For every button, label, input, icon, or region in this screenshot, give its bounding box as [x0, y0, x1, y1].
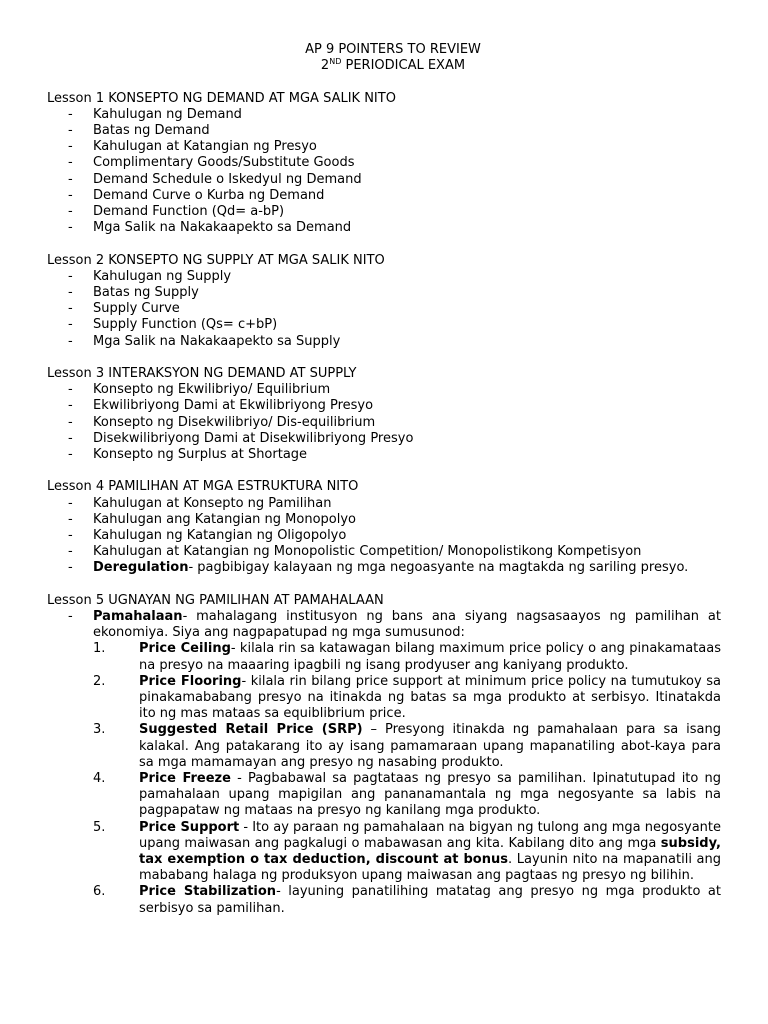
list-item [47, 415, 721, 431]
document-title: AP 9 POINTERS TO REVIEW [305, 42, 481, 57]
lesson-2 [47, 253, 721, 350]
list-item-text: Kahulugan ng Katangian ng Oligopolyo [93, 528, 347, 544]
list-item [47, 123, 721, 139]
dash-bullet: - [68, 155, 73, 171]
pamahalaan-definition: - mahalagang institusyon ng bans ana siyang nagsasaayos ng pamilihan at ekonomiya. Siya ang nagpapatupad ng mga sumusunod: [93, 609, 721, 641]
policy-term: Price Freeze [139, 771, 231, 787]
policy-definition: – Presyong itinakda ng pamahalaan para sa isang kalakal. Ang patakarang ito ay isang pamamaraan upang mapanatiling abot-kaya para sa mga mamamayan ang presyo ng nasabing produkto. [139, 722, 721, 770]
list-item-text: Complimentary Goods/Substitute Goods [93, 155, 355, 171]
lesson-1-heading: Lesson 1 KONSEPTO NG DEMAND AT MGA SALIK NITO [47, 90, 396, 106]
list-item-text: Kahulugan ng Demand [93, 106, 242, 122]
list-item-text: Kahulugan ang Katangian ng Monopolyo [93, 511, 356, 527]
item-number: 3. [93, 722, 106, 738]
list-item [47, 269, 721, 285]
item-number: 5. [93, 819, 106, 835]
dash-bullet: - [68, 511, 73, 527]
list-item [47, 204, 721, 220]
dash-bullet: - [68, 187, 73, 203]
list-item [47, 512, 721, 528]
list-item [47, 220, 721, 236]
list-item-text: Demand Curve o Kurba ng Demand [93, 187, 325, 203]
list-item [47, 609, 721, 917]
lesson-4-heading: Lesson 4 PAMILIHAN AT MGA ESTRUKTURA NITO [47, 479, 359, 495]
lesson-4 [47, 479, 721, 576]
deregulation-definition: - pagbibigay kalayaan ng mga negoasyante na magtakda ng sariling presyo. [188, 560, 689, 576]
list-item-text: Konsepto ng Disekwilibriyo/ Dis-equilibrium [93, 414, 376, 430]
subtitle-ordinal-suffix: ND [329, 57, 342, 67]
dash-bullet: - [68, 560, 73, 576]
lesson-3-list [47, 382, 721, 463]
pamahalaan-paragraph [93, 609, 721, 641]
policy-item [93, 884, 721, 916]
dash-bullet: - [68, 447, 73, 463]
policy-term: Price Ceiling [139, 641, 231, 657]
list-item [47, 301, 721, 317]
list-item [47, 382, 721, 398]
dash-bullet: - [68, 139, 73, 155]
dash-bullet: - [68, 430, 73, 446]
policy-support-types: subsidy, tax exemption o tax deduction, discount at bonus [139, 835, 721, 868]
policy-term: Price Stabilization [139, 884, 277, 900]
list-item-text: Mga Salik na Nakakaapekto sa Supply [93, 333, 341, 349]
list-item [47, 334, 721, 350]
list-item [47, 285, 721, 301]
dash-bullet: - [68, 220, 73, 236]
policy-item [93, 820, 721, 885]
policy-list [93, 641, 721, 916]
list-item-text: Kahulugan at Konsepto ng Pamilihan [93, 495, 332, 511]
dash-bullet: - [68, 495, 73, 511]
list-item [47, 155, 721, 171]
dash-bullet: - [68, 333, 73, 349]
policy-term: Suggested Retail Price (SRP) [139, 722, 363, 738]
list-item [47, 172, 721, 188]
list-item [47, 398, 721, 414]
list-item-text: Supply Function (Qs= c+bP) [93, 317, 278, 333]
list-item-text: Demand Function (Qd= a-bP) [93, 204, 285, 220]
policy-term: Price Flooring [139, 673, 242, 689]
policy-definition-part1: - Ito ay paraan ng pamahalaan na bigyan ng tulong ang mga negosyante upang maiwasan ang pagkalugi o mabawasan ang kita. Kabilang dito ang mga [139, 819, 721, 851]
list-item [47, 431, 721, 447]
list-item-text: Disekwilibriyong Dami at Disekwilibriyong Presyo [93, 430, 414, 446]
policy-item [93, 722, 721, 771]
subtitle-number: 2 [320, 58, 330, 74]
dash-bullet: - [68, 414, 73, 430]
dash-bullet: - [68, 204, 73, 220]
document-subtitle [47, 58, 721, 74]
list-item [47, 496, 721, 512]
dash-bullet: - [68, 106, 73, 122]
dash-bullet: - [68, 171, 73, 187]
list-item [47, 560, 721, 576]
dash-bullet: - [68, 398, 73, 414]
list-item [47, 188, 721, 204]
dash-bullet: - [68, 268, 73, 284]
list-item [47, 107, 721, 123]
policy-term: Price Support [139, 819, 240, 835]
policy-definition: - kilala rin sa katawagan bilang maximum price policy o ang pinakamataas na presyo na maaaring ipagbili ng isang prodyuser ang kaniyang produkto. [139, 641, 721, 673]
list-item-text: Supply Curve [93, 301, 180, 317]
policy-definition: - kilala rin bilang price support at minimum price policy na tumutukoy sa pinakamababang presyo na itinakda ng batas sa mga produkto at serbisyo. Itinatakda ito ng mas mataas sa equiblibrium price. [139, 673, 721, 722]
list-item-text: Konsepto ng Ekwilibriyo/ Equilibrium [93, 382, 331, 398]
pamahalaan-term: Pamahalaan [93, 609, 183, 625]
policy-item [93, 674, 721, 723]
list-item-text: Konsepto ng Surplus at Shortage [93, 447, 308, 463]
item-number: 6. [93, 884, 106, 900]
policy-definition-part2: . Layunin nito na mapanatili ang mababang halaga ng produksyon upang maiwasan ang pagtaas ng presyo ng bilihin. [139, 852, 721, 884]
policy-item [93, 641, 721, 673]
list-item [47, 139, 721, 155]
dash-bullet: - [68, 382, 73, 398]
lesson-5-heading: Lesson 5 UGNAYAN NG PAMILIHAN AT PAMAHALAAN [47, 592, 384, 608]
list-item [47, 544, 721, 560]
deregulation-term: Deregulation [93, 560, 189, 576]
lesson-2-list [47, 269, 721, 350]
lesson-5 [47, 593, 721, 917]
list-item-text: Ekwilibriyong Dami at Ekwilibriyong Presyo [93, 398, 374, 414]
dash-bullet: - [68, 609, 73, 625]
policy-item [93, 771, 721, 820]
item-number: 4. [93, 771, 106, 787]
list-item-text: Kahulugan at Katangian ng Monopolistic Competition/ Monopolistikong Kompetisyon [93, 544, 642, 560]
list-item [47, 317, 721, 333]
lesson-4-list [47, 496, 721, 577]
policy-definition: - Pagbabawal sa pagtataas ng presyo sa pamilihan. Ipinatutupad ito ng pamahalaan upang mapigilan ang pananamantala ng mga negosyante sa labis na pagpapataw ng mataas na presyo ng kanilang mga produkto. [139, 771, 722, 819]
subtitle-text: PERIODICAL EXAM [341, 58, 466, 74]
dash-bullet: - [68, 123, 73, 138]
lesson-1 [47, 91, 721, 237]
policy-definition: - layuning panatilihing matatag ang presyo ng mga produkto at serbisyo sa pamilihan. [139, 884, 721, 916]
list-item-text: Kahulugan ng Supply [93, 268, 232, 284]
dash-bullet: - [68, 301, 73, 317]
dash-bullet: - [68, 285, 73, 301]
list-item [47, 447, 721, 463]
lesson-1-list [47, 107, 721, 237]
lesson-5-list [47, 609, 721, 917]
dash-bullet: - [68, 317, 73, 333]
list-item-text: Mga Salik na Nakakaapekto sa Demand [93, 220, 352, 236]
list-item [47, 528, 721, 544]
list-item-text: Demand Schedule o Iskedyul ng Demand [93, 171, 362, 187]
list-item-text: Batas ng Demand [93, 123, 210, 138]
item-number: 1. [93, 641, 106, 657]
lesson-2-heading: Lesson 2 KONSEPTO NG SUPPLY AT MGA SALIK NITO [47, 252, 385, 268]
lesson-3 [47, 366, 721, 463]
list-item-text: Kahulugan at Katangian ng Presyo [93, 139, 317, 155]
lesson-3-heading: Lesson 3 INTERAKSYON NG DEMAND AT SUPPLY [47, 366, 357, 382]
dash-bullet: - [68, 544, 73, 560]
item-number: 2. [93, 673, 106, 689]
list-item-text: Batas ng Supply [93, 285, 199, 301]
dash-bullet: - [68, 528, 73, 544]
